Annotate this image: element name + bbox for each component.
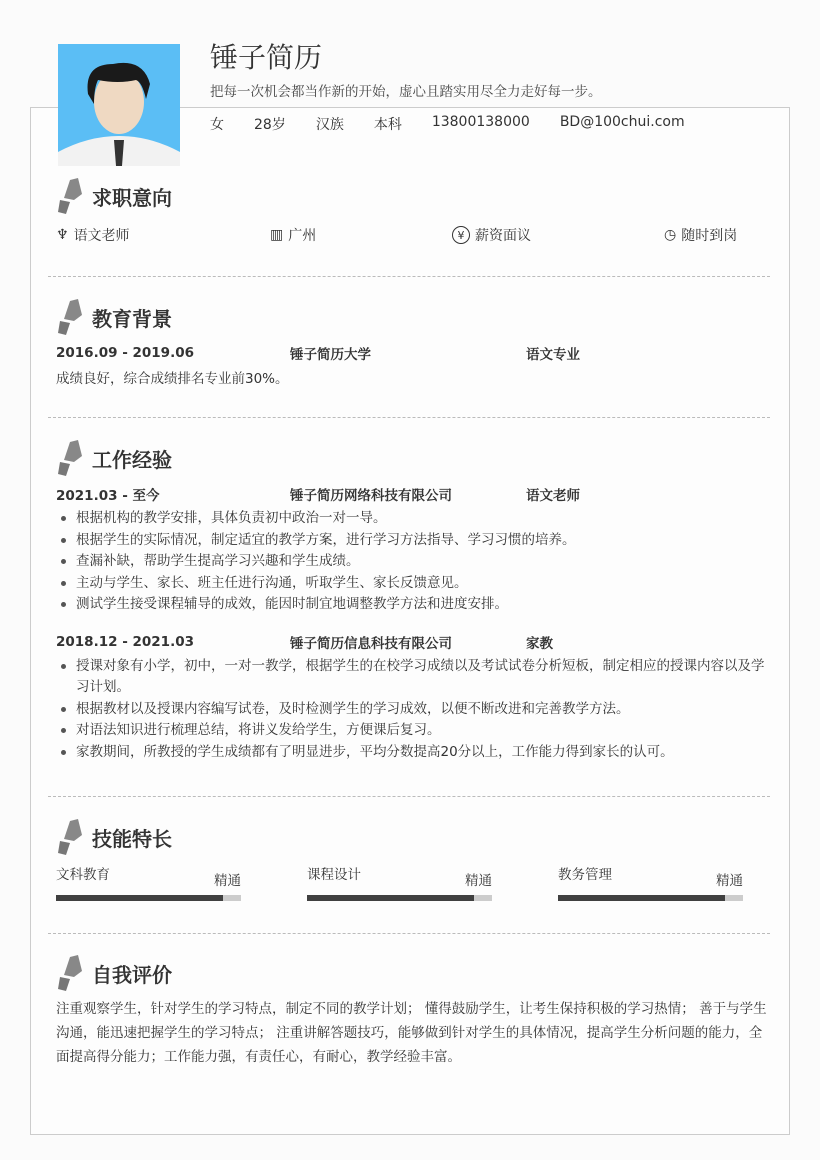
- pen-hand-icon: [56, 440, 88, 476]
- pen-hand-icon: [56, 178, 88, 214]
- divider: [48, 276, 770, 277]
- section-intent: [56, 176, 768, 250]
- building-icon: ▥: [270, 227, 284, 243]
- divider: [48, 933, 770, 934]
- skill-bar-fill: [558, 895, 725, 901]
- list-item: 查漏补缺，帮助学生提高学习兴趣和学生成绩。: [56, 551, 768, 573]
- section-work: 工作经验 2021.03 - 至今 锤子简历网络科技有限公司 语文老师 根据机构的教学安排，具体负责初中政治一对一导。 根据学生的实际情况，制定适宜的教学方案，进行学习方法指导、学习习惯的培养。 查漏补缺，帮助学生提高学习兴趣和学生成绩。 主动与学生、家长、班主任进行沟通，听取学生、家长反馈意见。 测试学生接受课程辅导的成效，能因时制宜地调整教学方法和进度安排。 2018.12 - 2021.03 锤子简历信息科技有限公司 家教 授课对象有小学，初中，一对一教学，根据学生的在校学习成绩以及考试试卷分析短板，制定相应的授课内容以及学习计划。 根据教材以及授课内容编写试卷，及时检测学生的学习成效，以便不断改进和完善教学方法。 对语法知识进行梳理总结，将讲义发给学生，方便课后复习。 家教期间，所教授的学生成绩都有了明显进步，平均分数提高20分以上，工作能力得到家长的认可。: [56, 438, 768, 763]
- pen-hand-icon: [56, 819, 88, 855]
- avatar: [58, 44, 180, 166]
- divider: [48, 417, 770, 418]
- skill-item: 教务管理 精通: [558, 863, 743, 901]
- candidate-name: 锤子简历: [210, 41, 323, 74]
- intent-city: ▥ 广州: [270, 227, 317, 244]
- pen-hand-icon: [56, 955, 88, 991]
- age: 28岁: [254, 117, 286, 133]
- phone: 13800138000: [431, 114, 530, 130]
- skill-bar-fill: [56, 895, 223, 901]
- email: BD@100chui.com: [559, 114, 685, 130]
- skill-bar: [56, 895, 241, 901]
- list-item: 根据教材以及授课内容编写试卷，及时检测学生的学习成效，以便不断改进和完善教学方法。: [56, 699, 768, 721]
- list-item: 根据学生的实际情况，制定适宜的教学方案，进行学习方法指导、学习习惯的培养。: [56, 530, 768, 552]
- personal-info: [210, 114, 715, 134]
- tie-icon: ♆: [56, 227, 69, 243]
- motto: 把每一次机会都当作新的开始，虚心且踏实用尽全力走好每一步。: [210, 84, 602, 100]
- degree: 本科: [373, 117, 402, 133]
- skill-item: 课程设计 精通: [307, 863, 492, 901]
- skill-bar-fill: [307, 895, 474, 901]
- clock-icon: ◷: [664, 227, 677, 243]
- gender: 女: [210, 117, 224, 133]
- skill-bar: [558, 895, 743, 901]
- pen-hand-icon: [56, 299, 88, 335]
- section-education: 教育背景 2016.09 - 2019.06 锤子简历大学 语文专业 成绩良好，综合成绩排名专业前30%。: [56, 297, 768, 391]
- intent-position: ♆ 语文老师: [56, 227, 130, 244]
- intent-availability: ◷ 随时到岗: [664, 227, 738, 244]
- list-item: 对语法知识进行梳理总结，将讲义发给学生，方便课后复习。: [56, 720, 768, 742]
- list-item: 家教期间，所教授的学生成绩都有了明显进步，平均分数提高20分以上，工作能力得到家长的认可。: [56, 742, 768, 764]
- list-item: 根据机构的教学安排，具体负责初中政治一对一导。: [56, 508, 768, 530]
- ethnicity: 汉族: [315, 117, 344, 133]
- skill-bar: [307, 895, 492, 901]
- section-title: 求职意向: [92, 185, 172, 210]
- section-self-evaluation: 自我评价 注重观察学生，针对学生的学习特点，制定不同的教学计划； 懂得鼓励学生，让考生保持积极的学习热情； 善于与学生沟通，能迅速把握学生的学习特点； 注重讲解答题技巧，能够做到针对学生的具体情况，提高学生分析问题的能力，全面提高得分能力；工作能力强，有责任心，有耐心，教学经验丰富。: [56, 953, 768, 1069]
- divider: [48, 796, 770, 797]
- list-item: 主动与学生、家长、班主任进行沟通，听取学生、家长反馈意见。: [56, 573, 768, 595]
- list-item: 测试学生接受课程辅导的成效，能因时制宜地调整教学方法和进度安排。: [56, 594, 768, 616]
- section-skills: 技能特长 文科教育 精通 课程设计 精通 教务管理 精通: [56, 817, 768, 901]
- list-item: 授课对象有小学，初中，一对一教学，根据学生的在校学习成绩以及考试试卷分析短板，制定相应的授课内容以及学习计划。: [56, 656, 768, 699]
- skill-item: 文科教育 精通: [56, 863, 241, 901]
- intent-salary: ¥ 薪资面议: [452, 225, 664, 245]
- yen-icon: ¥: [452, 226, 470, 244]
